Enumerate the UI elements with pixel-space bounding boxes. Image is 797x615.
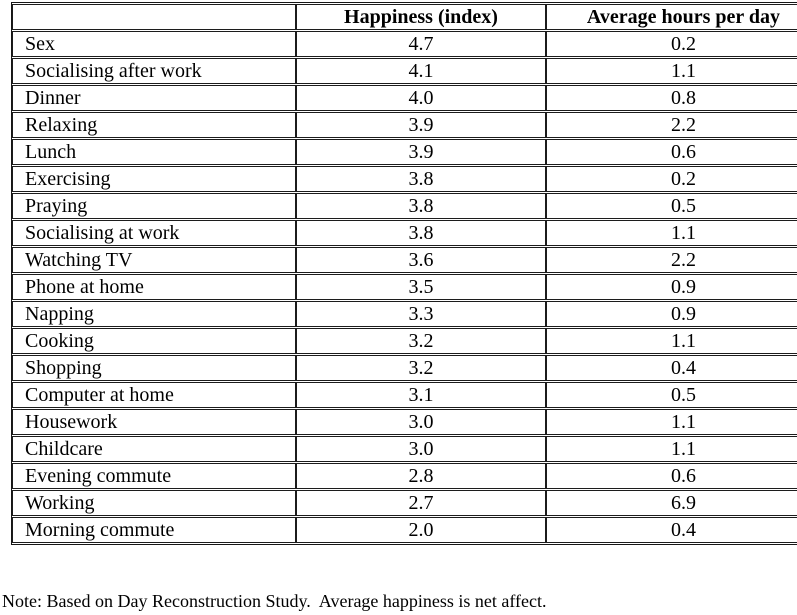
activity-cell: Morning commute	[12, 517, 296, 543]
table-header	[12, 4, 797, 30]
table-row	[12, 409, 797, 435]
activity-cell: Dinner	[12, 85, 296, 111]
hours-cell: 0.4	[546, 517, 797, 543]
table-row	[12, 85, 797, 111]
happiness-cell: 4.7	[296, 31, 546, 57]
table-body	[12, 31, 797, 543]
hours-cell: 1.1	[546, 328, 797, 354]
hours-cell: 0.2	[546, 31, 797, 57]
hours-cell: 1.1	[546, 409, 797, 435]
activity-cell: Housework	[12, 409, 296, 435]
happiness-cell: 2.8	[296, 463, 546, 489]
table-row	[12, 382, 797, 408]
activity-cell: Computer at home	[12, 382, 296, 408]
hours-cell: 0.5	[546, 382, 797, 408]
happiness-cell: 3.5	[296, 274, 546, 300]
table-row	[12, 436, 797, 462]
table-row	[12, 355, 797, 381]
table-row	[12, 166, 797, 192]
table-row	[12, 463, 797, 489]
activity-cell: Sex	[12, 31, 296, 57]
hours-cell: 0.2	[546, 166, 797, 192]
table-row	[12, 58, 797, 84]
hours-cell: 0.9	[546, 274, 797, 300]
table-row	[12, 328, 797, 354]
hours-cell: 0.4	[546, 355, 797, 381]
activity-cell: Shopping	[12, 355, 296, 381]
happiness-table-container	[11, 2, 797, 545]
hours-cell: 1.1	[546, 220, 797, 246]
activity-cell: Working	[12, 490, 296, 516]
happiness-cell: 3.8	[296, 166, 546, 192]
hours-cell: 2.2	[546, 247, 797, 273]
happiness-cell: 4.1	[296, 58, 546, 84]
header-row	[12, 4, 797, 30]
table-row	[12, 301, 797, 327]
table-row	[12, 193, 797, 219]
activity-cell: Exercising	[12, 166, 296, 192]
table-row	[12, 247, 797, 273]
hours-cell: 0.9	[546, 301, 797, 327]
hours-cell: 6.9	[546, 490, 797, 516]
hours-cell: 0.8	[546, 85, 797, 111]
table-row	[12, 490, 797, 516]
happiness-cell: 2.7	[296, 490, 546, 516]
activity-cell: Evening commute	[12, 463, 296, 489]
activity-cell: Praying	[12, 193, 296, 219]
happiness-cell: 3.3	[296, 301, 546, 327]
activity-cell: Napping	[12, 301, 296, 327]
table-row	[12, 274, 797, 300]
activity-cell: Socialising after work	[12, 58, 296, 84]
happiness-cell: 3.9	[296, 139, 546, 165]
hours-cell: 0.6	[546, 463, 797, 489]
happiness-cell: 3.0	[296, 436, 546, 462]
happiness-cell: 3.2	[296, 328, 546, 354]
activity-cell: Cooking	[12, 328, 296, 354]
activity-cell: Socialising at work	[12, 220, 296, 246]
happiness-cell: 3.9	[296, 112, 546, 138]
happiness-cell: 4.0	[296, 85, 546, 111]
table-row	[12, 220, 797, 246]
table-note: Note: Based on Day Reconstruction Study. Average happiness is net affect.	[2, 591, 547, 611]
col-header-happiness: Happiness (index)	[296, 4, 546, 30]
hours-cell: 0.6	[546, 139, 797, 165]
happiness-cell: 3.8	[296, 220, 546, 246]
activity-cell: Phone at home	[12, 274, 296, 300]
activity-cell: Watching TV	[12, 247, 296, 273]
col-header-activity	[12, 4, 296, 30]
activity-cell: Lunch	[12, 139, 296, 165]
table-row	[12, 112, 797, 138]
table-row	[12, 31, 797, 57]
happiness-by-activity-table	[11, 2, 797, 545]
hours-cell: 1.1	[546, 58, 797, 84]
happiness-cell: 3.0	[296, 409, 546, 435]
happiness-cell: 3.1	[296, 382, 546, 408]
happiness-cell: 3.6	[296, 247, 546, 273]
activity-cell: Relaxing	[12, 112, 296, 138]
col-header-average-hours: Average hours per day	[546, 4, 797, 30]
happiness-cell: 3.2	[296, 355, 546, 381]
table-row	[12, 517, 797, 543]
activity-cell: Childcare	[12, 436, 296, 462]
happiness-cell: 2.0	[296, 517, 546, 543]
hours-cell: 1.1	[546, 436, 797, 462]
table-row	[12, 139, 797, 165]
hours-cell: 0.5	[546, 193, 797, 219]
happiness-cell: 3.8	[296, 193, 546, 219]
hours-cell: 2.2	[546, 112, 797, 138]
